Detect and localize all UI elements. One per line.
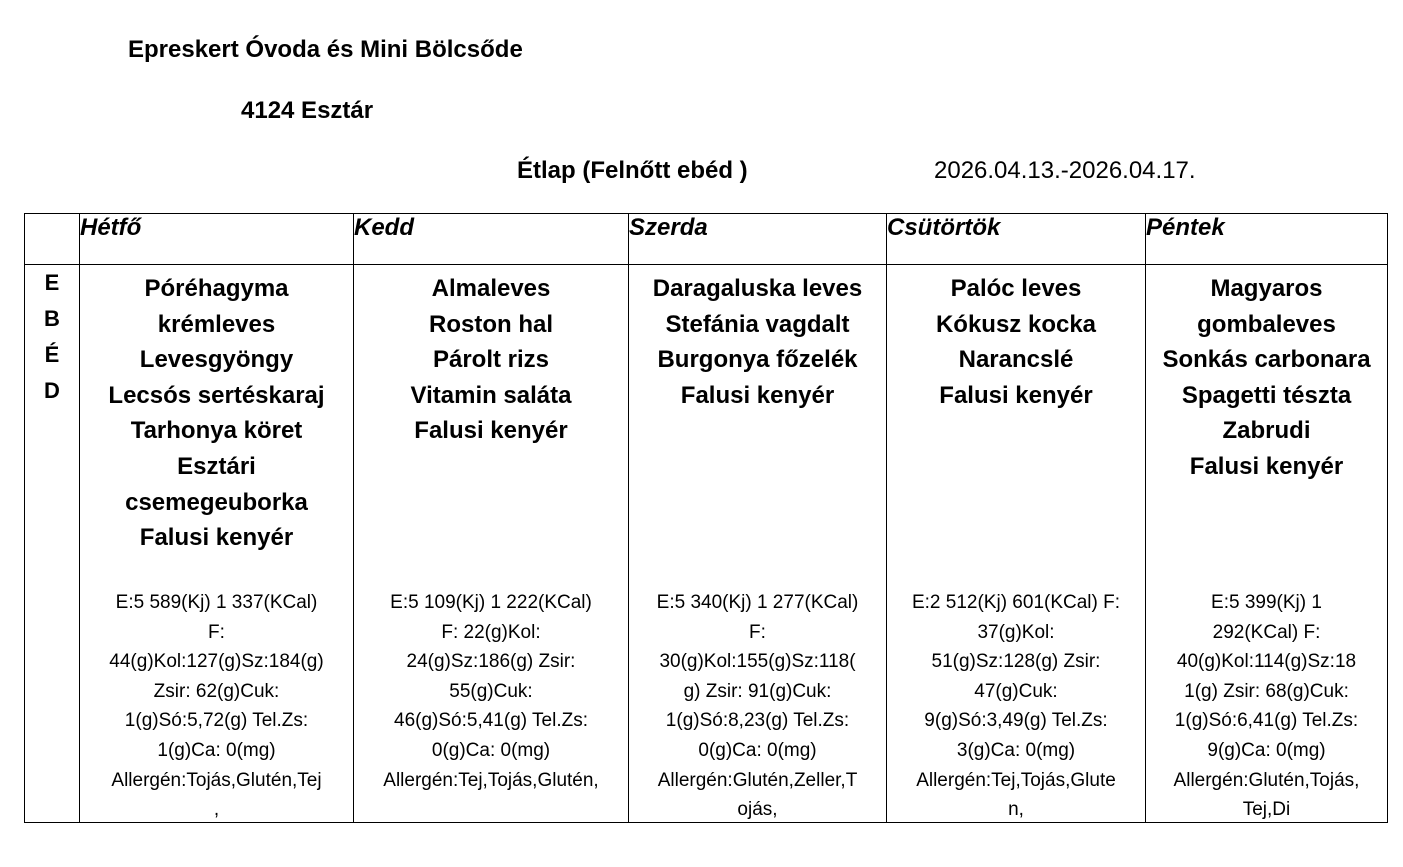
nutrition-line: 1(g) Zsir: 68(g)Cuk:: [1184, 680, 1349, 702]
dish-item: Roston hal: [429, 310, 553, 338]
nutrition-line: 3(g)Ca: 0(mg): [956, 739, 1076, 761]
nutrition-line: F:: [208, 621, 225, 643]
day-header-monday: Hétfő: [80, 214, 354, 265]
day-header-thursday: Csütörtök: [887, 214, 1146, 265]
nutrition-line: Allergén:Tej,Tojás,Glute: [916, 769, 1116, 791]
nutrition-line: 1(g)Só:6,41(g) Tel.Zs:: [1174, 710, 1359, 732]
dish-item: Sonkás carbonara: [1162, 346, 1371, 374]
nutrition-line: 47(g)Cuk:: [974, 680, 1058, 702]
dish-item: Burgonya főzelék: [657, 346, 858, 374]
nutrition-line: 292(KCal) F:: [1212, 621, 1321, 643]
dish-item: Kókusz kocka: [935, 310, 1097, 338]
nutrition-line: E:5 399(Kj) 1: [1211, 592, 1322, 613]
dish-item: gombaleves: [1197, 310, 1336, 338]
dish-item: Daragaluska leves: [652, 275, 863, 302]
nutrition-line: E:5 109(Kj) 1 222(KCal): [390, 592, 592, 613]
meal-letter: B: [44, 306, 60, 331]
meal-letter: D: [44, 378, 60, 403]
day-header-wednesday: Szerda: [629, 214, 887, 265]
nutrition-line: Tej,Di: [1242, 799, 1291, 821]
nutrition-line: E:5 340(Kj) 1 277(KCal): [656, 592, 859, 613]
dish-item: Narancslé: [958, 346, 1074, 374]
nutrition-line: 44(g)Kol:127(g)Sz:184(g): [109, 651, 324, 673]
nutrition-line: Allergén:Tej,Tojás,Glutén,: [383, 769, 599, 791]
dish-item: Vitamin saláta: [410, 381, 572, 409]
day-cell-monday: [80, 265, 354, 823]
nutrition-line: Zsir: 62(g)Cuk:: [153, 680, 280, 702]
dish-item: Párolt rizs: [432, 346, 550, 374]
dish-list: [80, 271, 353, 556]
day-cell-tuesday: [354, 265, 629, 823]
dish-item: Póréhagyma: [144, 275, 289, 302]
dish-item: Lecsós sertéskaraj: [108, 381, 325, 409]
dish-item: Falusi kenyér: [1189, 452, 1344, 480]
day-cell-wednesday: [629, 265, 887, 823]
menu-title: Étlap (Felnőtt ebéd ): [517, 157, 748, 184]
dish-item: Falusi kenyér: [939, 381, 1093, 409]
dish-item: krémleves: [157, 310, 276, 338]
nutrition-line: 1(g)Só:8,23(g) Tel.Zs:: [665, 710, 850, 732]
dish-item: Tarhonya köret: [130, 417, 303, 445]
nutrition-line: 0(g)Ca: 0(mg): [431, 739, 551, 761]
nutrition-line: Allergén:Glutén,Zeller,T: [657, 769, 858, 791]
menu-period: 2026.04.13.-2026.04.17.: [934, 157, 1196, 184]
dish-list: [629, 271, 886, 413]
dish-item: Palóc leves: [950, 275, 1082, 302]
nutrition-line: 51(g)Sz:128(g) Zsir:: [931, 651, 1101, 673]
meal-letter: É: [44, 342, 60, 367]
nutrition-line: g) Zsir: 91(g)Cuk:: [683, 680, 832, 702]
nutrition-line: F: 22(g)Kol:: [441, 621, 541, 643]
dish-item: Zabrudi: [1222, 417, 1311, 445]
nutrition-line: E:2 512(Kj) 601(KCal) F:: [911, 592, 1121, 613]
day-header-friday: Péntek: [1146, 214, 1388, 265]
nutrition-line: ,: [213, 799, 220, 821]
nutrition-line: Allergén:Tojás,Glutén,Tej: [111, 769, 322, 791]
dish-item: Stefánia vagdalt: [665, 310, 850, 338]
dish-item: Esztári: [177, 452, 256, 480]
nutrition-line: 9(g)Ca: 0(mg): [1207, 739, 1326, 761]
dish-item: Spagetti tészta: [1181, 381, 1352, 409]
nutrition-line: 24(g)Sz:186(g) Zsir:: [406, 651, 576, 673]
nutrition-line: E:5 589(Kj) 1 337(KCal): [115, 592, 318, 613]
nutrition-line: 46(g)Só:5,41(g) Tel.Zs:: [394, 710, 588, 732]
nutrition-line: 30(g)Kol:155(g)Sz:118(: [659, 651, 856, 673]
dish-list: [1146, 271, 1387, 485]
day-header-tuesday: Kedd: [354, 214, 629, 265]
nutrition-info: [358, 588, 624, 795]
day-header-row: [25, 214, 1388, 265]
dish-item: Levesgyöngy: [139, 346, 294, 374]
nutrition-line: F:: [749, 621, 766, 643]
dish-list: [887, 271, 1145, 413]
dish-item: Falusi kenyér: [139, 524, 294, 552]
organization-name: Epreskert Óvoda és Mini Bölcsőde: [128, 36, 523, 63]
nutrition-line: 40(g)Kol:114(g)Sz:18: [1176, 651, 1357, 673]
meal-label: [25, 265, 80, 823]
lunch-row: [25, 265, 1388, 823]
meal-letter: E: [44, 270, 60, 295]
dish-item: Almaleves: [431, 275, 551, 302]
weekly-menu-table: [24, 213, 1388, 823]
day-cell-thursday: [887, 265, 1146, 823]
day-cell-friday: [1146, 265, 1388, 823]
nutrition-info: [84, 588, 349, 825]
nutrition-line: 0(g)Ca: 0(mg): [698, 739, 817, 761]
nutrition-line: Allergén:Glutén,Tojás,: [1173, 769, 1360, 791]
nutrition-info: [1150, 588, 1383, 825]
nutrition-line: 1(g)Só:5,72(g) Tel.Zs:: [124, 710, 309, 732]
nutrition-line: 1(g)Ca: 0(mg): [157, 739, 276, 761]
dish-list: [354, 271, 628, 449]
nutrition-info: [633, 588, 882, 825]
nutrition-line: 9(g)Só:3,49(g) Tel.Zs:: [924, 710, 1108, 732]
dish-item: Magyaros: [1210, 275, 1323, 302]
dish-item: csemegeuborka: [125, 488, 308, 516]
dish-item: Falusi kenyér: [414, 417, 568, 445]
corner-cell: [25, 214, 80, 265]
dish-item: Falusi kenyér: [680, 381, 835, 409]
organization-address: 4124 Esztár: [241, 97, 374, 124]
nutrition-line: ojás,: [737, 799, 778, 821]
nutrition-info: [891, 588, 1141, 825]
nutrition-line: n,: [1008, 799, 1024, 821]
nutrition-line: 37(g)Kol:: [977, 621, 1055, 643]
nutrition-line: 55(g)Cuk:: [449, 680, 533, 702]
